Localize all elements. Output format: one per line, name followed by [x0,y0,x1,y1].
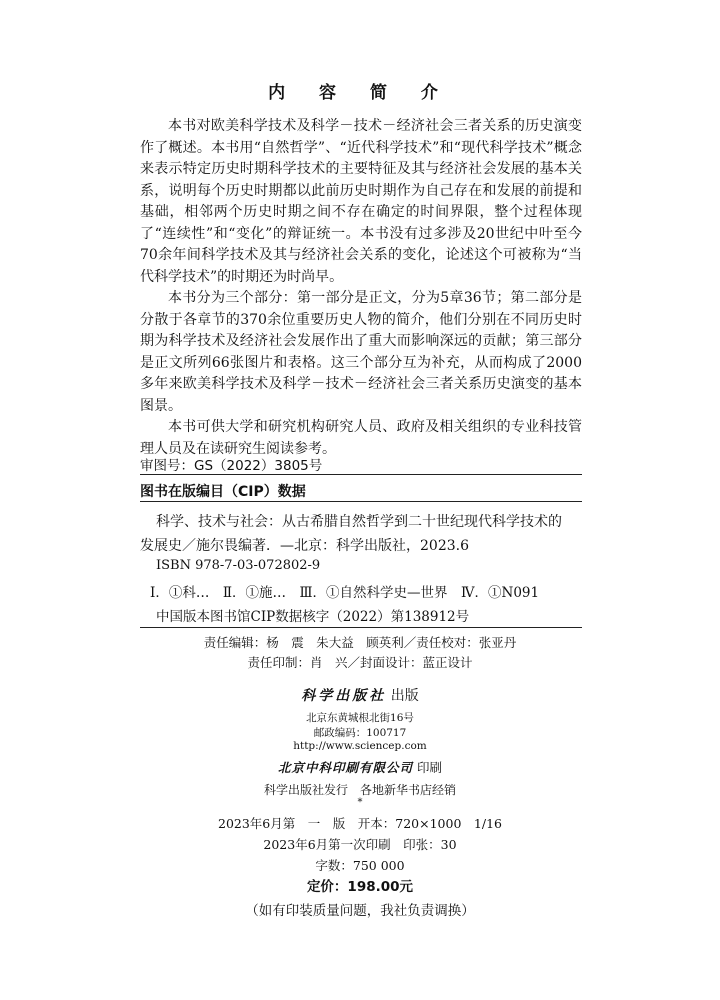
divider [140,474,582,475]
publisher-address: 北京东黄城根北街16号 [306,712,414,724]
divider [140,627,582,628]
edition-line: 2023年6月第 一 版 开本：720×1000 1/16 [218,816,502,831]
word-count: 字数：750 000 [315,858,405,873]
quality-notice: （如有印装质量问题，我社负责调换） [245,903,475,919]
publisher-postcode: 邮政编码：100717 [313,727,407,739]
printer-name: 北京中科印刷有限公司 [277,760,413,775]
cip-line: 发展史／施尔畏编著．—北京：科学出版社，2023.6 [140,538,469,554]
printing-line: 2023年6月第一次印刷 印张：30 [263,837,457,852]
cip-isbn: ISBN 978-7-03-072802-9 [156,558,321,573]
separator-star: * [357,797,363,808]
page-title: 内 容 简 介 [268,83,452,103]
distribution-line: 科学出版社发行 各地新华书店经销 [263,783,456,797]
review-number: 审图号：GS（2022）3805号 [140,458,323,474]
divider [140,501,582,502]
cip-classification: Ⅰ．①科… Ⅱ．①施… Ⅲ．①自然科学史—世界 Ⅳ．①N091 [150,585,540,601]
printer-suffix: 印刷 [416,760,442,775]
summary-paragraph: 本书可供大学和研究机构研究人员、政府及相关组织的专业科技管理人员及在读研究生阅读参考。 [140,419,582,457]
summary-paragraph: 本书分为三个部分：第一部分是正文，分为5章36节；第二部分是分散于各章节的370余位重要历史人物的简介，他们分别在不同历史时期为科学技术及经济社会发展作出了重大而影响深远的贡献；第三部分是正文所列66张图片和表格。这三个部分互为补充，从而构成了2000多年来欧美科学技术及科学－技术－经济社会三者关系历史演变的基本图景。 [140,290,582,414]
credits-line: 责任印制：肖 兴／封面设计：蓝正设计 [247,655,473,670]
credits-line: 责任编辑：杨 震 朱大益 顾英利／责任校对：张亚丹 [203,635,517,650]
cip-heading: 图书在版编目（CIP）数据 [140,484,306,500]
publisher-line [0,685,720,705]
publisher-suffix: 出版 [390,688,419,704]
price: 定价：198.00元 [306,879,414,895]
publisher-name: 科学出版社 [301,688,387,704]
summary-paragraph: 本书对欧美科学技术及科学－技术－经济社会三者关系的历史演变作了概述。本书用“自然哲学”、“近代科学技术”和“现代科学技术”概念来表示特定历史时期科学技术的主要特征及其与经济社会发展的基本关系，说明每个历史时期都以此前历史时期作为自己存在和发展的前提和基础，相邻两个历史时期之间不存在确定的时间界限，整个过程体现了“连续性”和“变化”的辩证统一。本书没有过多涉及20世纪中叶至今70余年间科学技术及其与经济社会关系的变化，论述这个可被称为“当代科学技术”的时期还为时尚早。 [140,118,582,285]
cip-record: 中国版本图书馆CIP数据核字（2022）第138912号 [156,609,470,625]
printer-line [0,758,720,776]
summary-text [140,116,582,460]
cip-line: 科学、技术与社会：从古希腊自然哲学到二十世纪现代科学技术的 [156,514,562,530]
publisher-url: http://www.sciencep.com [293,740,427,752]
